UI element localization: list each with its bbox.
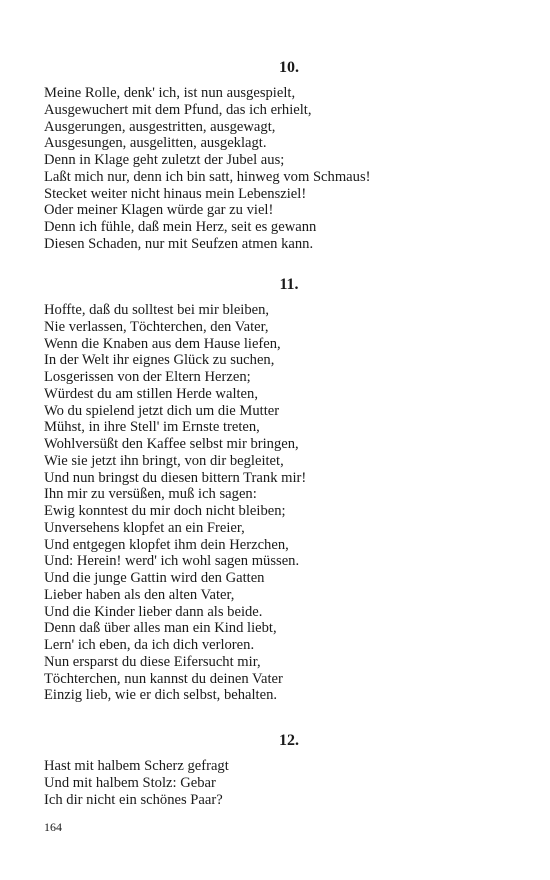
verse-line: Wohlversüßt den Kaffee selbst mir bringen, — [44, 436, 299, 452]
verse-line: Ihn mir zu versüßen, muß ich sagen: — [44, 486, 257, 503]
verse-line: Oder meiner Klagen würde gar zu viel! — [44, 202, 274, 219]
poem-number: 11. — [279, 276, 299, 293]
verse-line: Einzig lieb, wie er dich selbst, behalten. — [44, 687, 278, 704]
poem-number: 10. — [279, 59, 299, 76]
verse-line: Hast mit halbem Scherz gefragt — [44, 758, 229, 774]
verse-line: Unversehens klopfet an ein Freier, — [44, 519, 245, 536]
poem-12 — [44, 732, 514, 808]
poem-lines — [44, 302, 514, 704]
verse-line: Ausgerungen, ausgestritten, ausgewagt, — [44, 118, 276, 135]
verse-line: In der Welt ihr eignes Glück zu suchen, — [44, 352, 275, 369]
verse-line: Hoffte, daß du solltest bei mir bleiben, — [44, 302, 270, 318]
verse-line: Wie sie jetzt ihn bringt, von dir begleitet, — [44, 452, 284, 469]
verse-line: Laßt mich nur, denn ich bin satt, hinweg vom Schmaus! — [44, 168, 371, 185]
verse-line: Ich dir nicht ein schönes Paar? — [44, 791, 223, 808]
verse-line: Nie verlassen, Töchterchen, den Vater, — [44, 318, 269, 335]
verse-line: Und entgegen klopfet ihm dein Herzchen, — [44, 536, 289, 553]
verse-line: Meine Rolle, denk' ich, ist nun ausgespielt, — [44, 85, 296, 101]
poem-lines — [44, 758, 514, 808]
verse-line: Und nun bringst du diesen bittern Trank mir! — [44, 469, 307, 486]
poem-10 — [44, 59, 514, 253]
verse-line: Losgerissen von der Eltern Herzen; — [44, 369, 251, 385]
poem-11 — [44, 276, 514, 704]
verse-line: Wo du spielend jetzt dich um die Mutter — [44, 402, 280, 419]
verse-line: Würdest du am stillen Herde walten, — [44, 385, 258, 402]
verse-line: Ausgesungen, ausgelitten, ausgeklagt. — [44, 135, 267, 152]
verse-line: Denn ich fühle, daß mein Herz, seit es gewann — [44, 219, 317, 235]
verse-line: Stecket weiter nicht hinaus mein Lebensziel! — [44, 185, 307, 202]
verse-line: Ewig konntest du mir doch nicht bleiben; — [44, 503, 286, 519]
verse-line: Denn in Klage geht zuletzt der Jubel aus; — [44, 152, 285, 168]
verse-line: Denn daß über alles man ein Kind liebt, — [44, 620, 277, 637]
verse-line: Lieber haben als den alten Vater, — [44, 586, 235, 603]
verse-line: Und die junge Gattin wird den Gatten — [44, 570, 265, 586]
verse-line: Mühst, in ihre Stell' im Ernste treten, — [44, 419, 260, 436]
verse-line: Lern' ich eben, da ich dich verloren. — [44, 637, 255, 653]
verse-line: Und: Herein! werd' ich wohl sagen müssen. — [44, 553, 300, 570]
verse-line: Und mit halbem Stolz: Gebar — [44, 774, 216, 791]
verse-line: Nun ersparst du diese Eifersucht mir, — [44, 653, 261, 670]
poem-lines — [44, 85, 514, 253]
verse-line: Diesen Schaden, nur mit Seufzen atmen kann. — [44, 235, 314, 252]
page-number: 164 — [44, 820, 62, 834]
verse-line: Töchterchen, nun kannst du deinen Vater — [44, 670, 283, 687]
verse-line: Wenn die Knaben aus dem Hause liefen, — [44, 335, 281, 352]
poem-number: 12. — [279, 732, 299, 749]
verse-line: Ausgewuchert mit dem Pfund, das ich erhielt, — [44, 101, 312, 118]
verse-line: Und die Kinder lieber dann als beide. — [44, 603, 263, 620]
